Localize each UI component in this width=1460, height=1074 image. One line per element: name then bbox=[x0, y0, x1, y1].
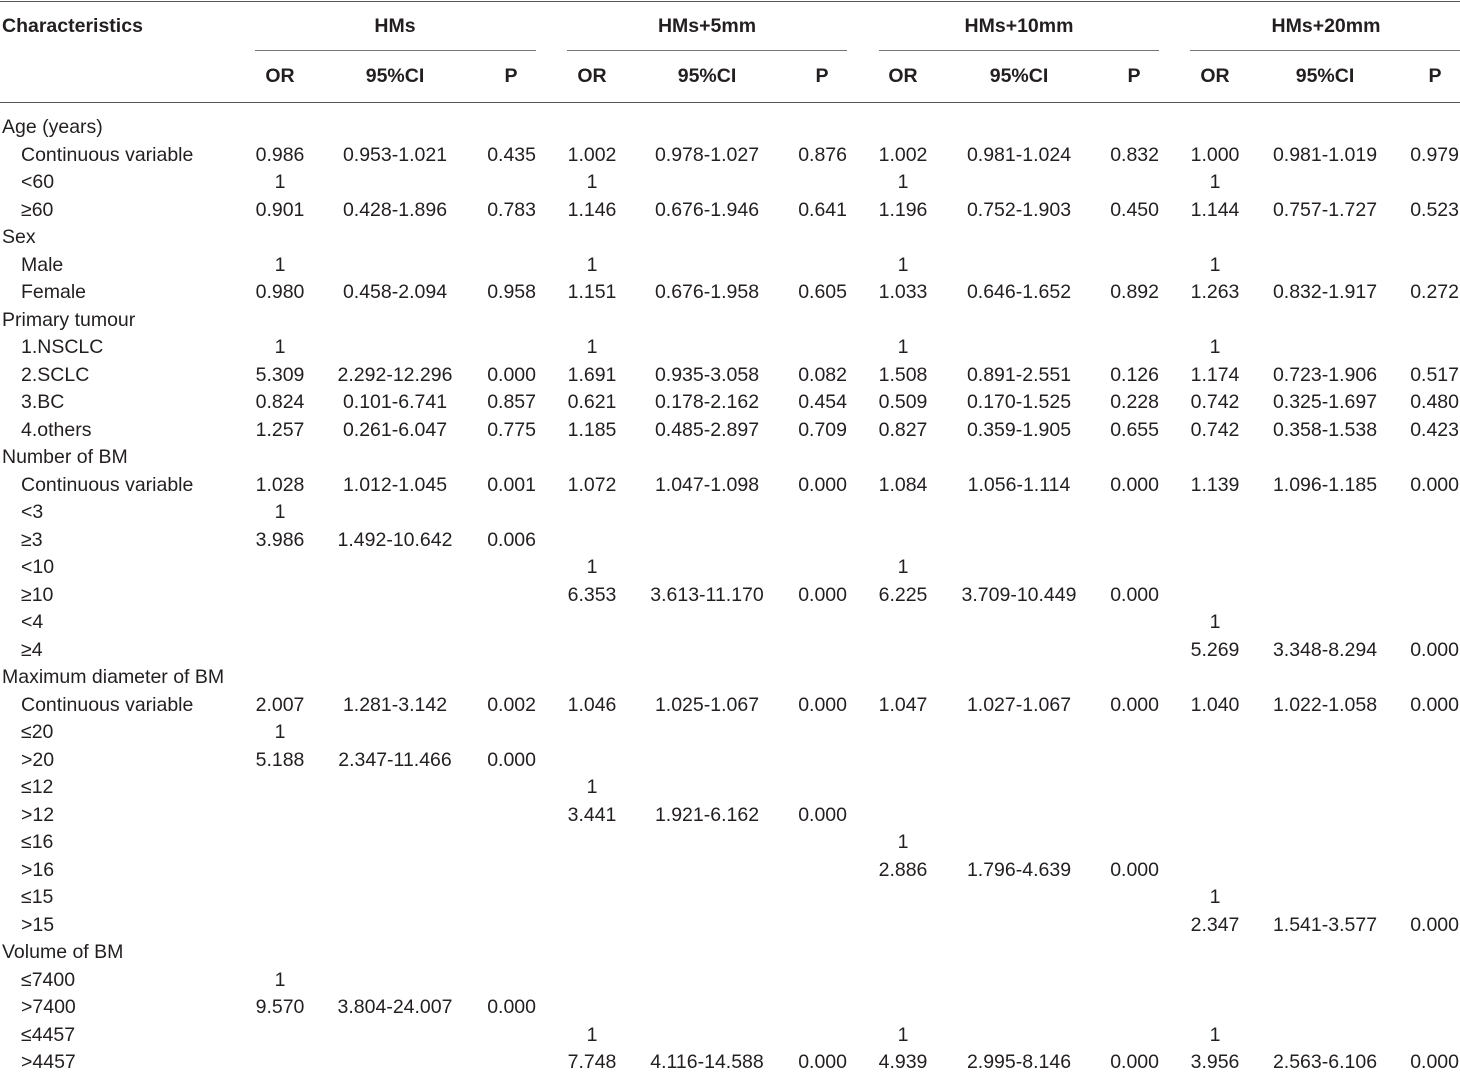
or-value: 1 bbox=[1209, 171, 1221, 193]
or-value: 1.263 bbox=[1190, 281, 1240, 303]
row-label: ≤16 bbox=[21, 831, 54, 853]
row-label: >4457 bbox=[21, 1051, 76, 1073]
row-label: >20 bbox=[21, 748, 55, 771]
p-value: 0.892 bbox=[1110, 281, 1159, 303]
p-value: 0.832 bbox=[1110, 143, 1159, 166]
ci-value: 3.613-11.170 bbox=[650, 583, 764, 606]
p-value: 0.000 bbox=[1410, 1051, 1459, 1073]
p-value: 0.082 bbox=[798, 363, 847, 386]
group-underline-2 bbox=[567, 50, 847, 51]
p-value: 0.000 bbox=[1410, 473, 1459, 496]
or-value: 0.621 bbox=[567, 391, 617, 413]
row-label: Male bbox=[21, 253, 64, 276]
row-label: <3 bbox=[21, 501, 44, 523]
row-label: 2.SCLC bbox=[21, 363, 90, 386]
or-value: 1.151 bbox=[567, 281, 617, 303]
ci-value: 1.492-10.642 bbox=[337, 528, 453, 551]
ci-value: 0.646-1.652 bbox=[966, 281, 1072, 303]
row-label: ≥10 bbox=[21, 583, 54, 606]
ci-header: 95%CI bbox=[1295, 65, 1355, 87]
or-value: 0.742 bbox=[1190, 418, 1240, 441]
p-value: 0.000 bbox=[1410, 693, 1459, 716]
ci-value: 0.953-1.021 bbox=[342, 143, 448, 166]
p-value: 0.000 bbox=[1110, 583, 1159, 606]
or-value: 1.047 bbox=[878, 693, 928, 716]
category-label: Number of BM bbox=[2, 446, 128, 468]
category-label: Volume of BM bbox=[2, 941, 124, 963]
row-label: ≥3 bbox=[21, 528, 43, 551]
ci-value: 3.709-10.449 bbox=[961, 583, 1077, 606]
ci-value: 0.170-1.525 bbox=[966, 391, 1072, 413]
category-label: Age (years) bbox=[2, 116, 103, 138]
ci-value: 2.563-6.106 bbox=[1272, 1051, 1378, 1073]
ci-header: 95%CI bbox=[989, 65, 1049, 87]
or-value: 0.742 bbox=[1190, 391, 1240, 413]
or-value: 9.570 bbox=[255, 996, 305, 1018]
p-value: 0.523 bbox=[1410, 198, 1459, 221]
row-label: <10 bbox=[21, 556, 55, 578]
or-value: 1 bbox=[586, 171, 598, 193]
row-label: Female bbox=[21, 281, 87, 303]
or-header: OR bbox=[577, 65, 607, 87]
or-value: 5.309 bbox=[255, 363, 305, 386]
ci-value: 3.348-8.294 bbox=[1272, 638, 1378, 661]
p-value: 0.000 bbox=[1410, 913, 1459, 936]
or-value: 2.886 bbox=[878, 858, 928, 881]
p-value: 0.435 bbox=[487, 143, 536, 166]
or-value: 1.257 bbox=[255, 418, 305, 441]
ci-value: 1.796-4.639 bbox=[966, 858, 1072, 881]
or-value: 1.144 bbox=[1190, 198, 1240, 221]
p-value: 0.126 bbox=[1110, 363, 1159, 386]
p-value: 0.000 bbox=[1110, 473, 1159, 496]
ci-value: 4.116-14.588 bbox=[650, 1051, 764, 1073]
p-header: P bbox=[815, 65, 829, 87]
or-value: 1.002 bbox=[567, 143, 617, 166]
ci-value: 1.025-1.067 bbox=[654, 693, 760, 716]
p-header: P bbox=[1428, 65, 1442, 87]
p-value: 0.000 bbox=[798, 583, 847, 606]
ci-header: 95%CI bbox=[365, 65, 425, 87]
ci-value: 1.541-3.577 bbox=[1272, 913, 1378, 936]
or-value: 2.007 bbox=[255, 693, 305, 716]
p-value: 0.709 bbox=[798, 418, 847, 441]
p-value: 0.006 bbox=[487, 528, 536, 551]
or-value: 1.028 bbox=[255, 473, 305, 496]
group-underline-4 bbox=[1190, 50, 1460, 51]
or-value: 1 bbox=[274, 336, 286, 358]
p-value: 0.000 bbox=[1110, 693, 1159, 716]
row-label: ≥4 bbox=[21, 638, 43, 661]
group-header: HMs bbox=[374, 15, 416, 37]
row-label: ≤7400 bbox=[21, 968, 76, 991]
p-value: 0.002 bbox=[487, 693, 536, 716]
ci-value: 0.325-1.697 bbox=[1272, 391, 1378, 413]
row-label: 4.others bbox=[21, 418, 92, 441]
ci-value: 2.347-11.466 bbox=[338, 748, 452, 771]
ci-value: 0.676-1.946 bbox=[654, 198, 760, 221]
group-header: HMs+20mm bbox=[1271, 15, 1381, 37]
p-value: 0.775 bbox=[487, 418, 536, 441]
p-value: 0.958 bbox=[487, 281, 536, 303]
or-value: 1.084 bbox=[878, 473, 928, 496]
or-value: 1 bbox=[1209, 253, 1221, 276]
group-underline-1 bbox=[255, 50, 536, 51]
ci-value: 0.359-1.905 bbox=[966, 418, 1072, 441]
p-value: 0.450 bbox=[1110, 198, 1159, 221]
or-header: OR bbox=[265, 65, 295, 87]
or-value: 1.033 bbox=[878, 281, 928, 303]
or-value: 1.072 bbox=[567, 473, 617, 496]
ci-value: 0.935-3.058 bbox=[654, 363, 760, 386]
ci-value: 0.891-2.551 bbox=[966, 363, 1072, 386]
or-value: 5.269 bbox=[1190, 638, 1240, 661]
ci-value: 0.981-1.024 bbox=[966, 143, 1072, 166]
group-header: HMs+5mm bbox=[657, 15, 757, 37]
header-bottom-rule bbox=[0, 102, 1460, 103]
ci-value: 0.757-1.727 bbox=[1272, 198, 1378, 221]
ci-header: 95%CI bbox=[677, 65, 737, 87]
p-value: 0.000 bbox=[798, 803, 847, 826]
ci-value: 2.292-12.296 bbox=[337, 363, 453, 386]
p-value: 0.480 bbox=[1410, 391, 1459, 413]
ci-value: 0.101-6.741 bbox=[342, 391, 448, 413]
p-value: 0.000 bbox=[487, 748, 536, 771]
or-value: 0.827 bbox=[878, 418, 928, 441]
ci-value: 1.022-1.058 bbox=[1272, 693, 1378, 716]
ci-value: 1.012-1.045 bbox=[342, 473, 448, 496]
or-value: 6.225 bbox=[878, 583, 928, 606]
or-value: 1.000 bbox=[1190, 143, 1240, 166]
p-value: 0.979 bbox=[1410, 143, 1459, 166]
category-label: Maximum diameter of BM bbox=[2, 666, 225, 688]
p-value: 0.423 bbox=[1410, 418, 1459, 441]
or-value: 1 bbox=[586, 253, 598, 276]
or-value: 1 bbox=[274, 968, 286, 991]
ci-value: 0.981-1.019 bbox=[1272, 143, 1378, 166]
or-value: 0.824 bbox=[255, 391, 305, 413]
or-value: 1 bbox=[274, 253, 286, 276]
or-header: OR bbox=[1200, 65, 1230, 87]
ci-value: 1.047-1.098 bbox=[654, 473, 760, 496]
row-label: Continuous variable bbox=[21, 693, 194, 716]
p-value: 0.000 bbox=[1110, 858, 1159, 881]
p-value: 0.605 bbox=[798, 281, 847, 303]
row-label: ≤15 bbox=[21, 886, 54, 908]
p-value: 0.655 bbox=[1110, 418, 1159, 441]
or-value: 1 bbox=[1209, 336, 1221, 358]
row-label: ≤4457 bbox=[21, 1023, 76, 1046]
row-label: >7400 bbox=[21, 996, 76, 1018]
or-value: 1 bbox=[897, 253, 909, 276]
row-label: >12 bbox=[21, 803, 55, 826]
or-value: 2.347 bbox=[1190, 913, 1240, 936]
p-value: 0.000 bbox=[798, 1051, 847, 1073]
ci-value: 0.832-1.917 bbox=[1272, 281, 1378, 303]
ci-value: 3.804-24.007 bbox=[337, 996, 453, 1018]
or-value: 1.691 bbox=[567, 363, 617, 386]
or-value: 1.146 bbox=[567, 198, 617, 221]
or-value: 0.980 bbox=[255, 281, 305, 303]
or-value: 5.188 bbox=[255, 748, 305, 771]
or-value: 0.901 bbox=[255, 198, 305, 221]
ci-value: 1.056-1.114 bbox=[967, 473, 1071, 496]
p-value: 0.000 bbox=[798, 473, 847, 496]
or-value: 1 bbox=[1209, 886, 1221, 908]
row-label: 1.NSCLC bbox=[21, 336, 104, 358]
ci-value: 0.178-2.162 bbox=[654, 391, 760, 413]
category-label: Sex bbox=[2, 226, 36, 248]
or-value: 1.508 bbox=[878, 363, 928, 386]
p-value: 0.000 bbox=[1110, 1051, 1159, 1073]
p-value: 0.000 bbox=[798, 693, 847, 716]
p-value: 0.000 bbox=[487, 363, 536, 386]
or-value: 1 bbox=[586, 336, 598, 358]
or-value: 1 bbox=[897, 556, 909, 578]
or-value: 1 bbox=[1209, 611, 1221, 633]
row-label: 3.BC bbox=[21, 391, 65, 413]
or-value: 1.040 bbox=[1190, 693, 1240, 716]
or-value: 1.185 bbox=[567, 418, 617, 441]
or-value: 1 bbox=[274, 501, 286, 523]
ci-value: 0.676-1.958 bbox=[654, 281, 760, 303]
row-label: Continuous variable bbox=[21, 473, 194, 496]
p-value: 0.272 bbox=[1410, 281, 1459, 303]
row-label: <60 bbox=[21, 171, 55, 193]
or-value: 1 bbox=[586, 1023, 598, 1046]
ci-value: 2.995-8.146 bbox=[966, 1051, 1072, 1073]
ci-value: 0.458-2.094 bbox=[342, 281, 448, 303]
ci-value: 0.358-1.538 bbox=[1272, 418, 1378, 441]
or-value: 1.174 bbox=[1190, 363, 1240, 386]
ci-value: 0.428-1.896 bbox=[342, 198, 448, 221]
top-rule bbox=[0, 1, 1460, 2]
ci-value: 0.485-2.897 bbox=[654, 418, 760, 441]
p-header: P bbox=[1127, 65, 1141, 87]
group-header: HMs+10mm bbox=[964, 15, 1074, 37]
or-value: 1.046 bbox=[567, 693, 617, 716]
or-value: 0.509 bbox=[878, 391, 928, 413]
ci-value: 0.978-1.027 bbox=[654, 143, 760, 166]
or-value: 1.196 bbox=[878, 198, 928, 221]
p-value: 0.857 bbox=[487, 391, 536, 413]
p-value: 0.641 bbox=[798, 198, 847, 221]
category-label: Primary tumour bbox=[2, 308, 136, 331]
ci-value: 1.921-6.162 bbox=[654, 803, 760, 826]
or-value: 3.986 bbox=[255, 528, 305, 551]
p-value: 0.454 bbox=[798, 391, 847, 413]
or-value: 1 bbox=[897, 336, 909, 358]
or-value: 3.956 bbox=[1190, 1051, 1240, 1073]
or-header: OR bbox=[888, 65, 918, 87]
row-label: <4 bbox=[21, 611, 44, 633]
p-value: 0.517 bbox=[1410, 363, 1459, 386]
p-value: 0.783 bbox=[487, 198, 536, 221]
p-value: 0.001 bbox=[487, 473, 536, 496]
ci-value: 0.723-1.906 bbox=[1272, 363, 1378, 386]
row-label: ≤12 bbox=[21, 776, 54, 798]
p-value: 0.000 bbox=[487, 996, 536, 1018]
p-value: 0.000 bbox=[1410, 638, 1459, 661]
or-value: 1 bbox=[586, 556, 598, 578]
row-label: >16 bbox=[21, 858, 55, 881]
row-label: Continuous variable bbox=[21, 143, 194, 166]
ci-value: 0.752-1.903 bbox=[966, 198, 1072, 221]
or-value: 1 bbox=[1209, 1023, 1221, 1046]
or-value: 4.939 bbox=[878, 1051, 928, 1073]
or-value: 1 bbox=[274, 171, 286, 193]
or-value: 1.002 bbox=[878, 143, 928, 166]
p-value: 0.228 bbox=[1110, 391, 1159, 413]
or-value: 1.139 bbox=[1190, 473, 1240, 496]
row-label: ≥60 bbox=[21, 198, 54, 221]
or-value: 1 bbox=[897, 831, 909, 853]
or-value: 3.441 bbox=[567, 803, 617, 826]
or-value: 1 bbox=[586, 776, 598, 798]
group-underline-3 bbox=[879, 50, 1159, 51]
ci-value: 1.096-1.185 bbox=[1272, 473, 1378, 496]
or-value: 1 bbox=[274, 721, 286, 743]
ci-value: 0.261-6.047 bbox=[342, 418, 448, 441]
or-value: 0.986 bbox=[255, 143, 305, 166]
or-value: 1 bbox=[897, 171, 909, 193]
ci-value: 1.281-3.142 bbox=[342, 693, 448, 716]
ci-value: 1.027-1.067 bbox=[966, 693, 1072, 716]
row-label: >15 bbox=[21, 913, 55, 936]
characteristics-header: Characteristics bbox=[2, 15, 143, 37]
p-value: 0.876 bbox=[798, 143, 847, 166]
or-value: 6.353 bbox=[567, 583, 617, 606]
or-value: 7.748 bbox=[567, 1051, 617, 1073]
or-value: 1 bbox=[897, 1023, 909, 1046]
p-header: P bbox=[504, 65, 518, 87]
row-label: ≤20 bbox=[21, 721, 54, 743]
